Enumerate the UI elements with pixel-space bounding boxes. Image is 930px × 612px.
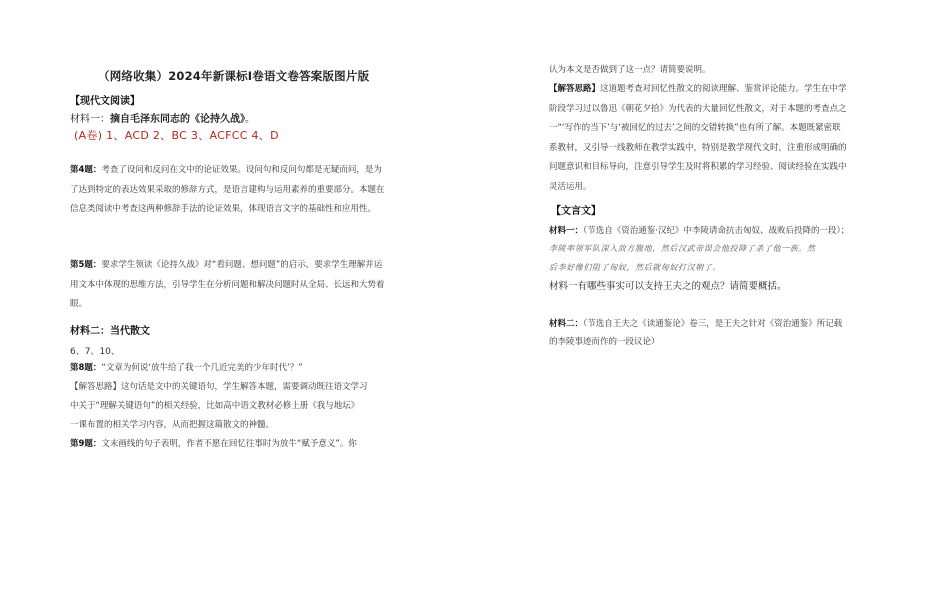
question-8-text: “文章为何说‘放牛给了我一个几近完美的少年时代’？”: [101, 363, 303, 373]
classical-material-1-label: 材料一：: [549, 226, 584, 236]
question-9-continued: 认为本文是否做到了这一点？请简要说明。: [549, 65, 711, 75]
answer-key-a: (A卷) 1、ACD 2、BC 3、ACFCC 4、D: [74, 129, 279, 142]
question-5-label: 第5题：: [70, 260, 102, 270]
questions-6-7-10: 6、7、10、: [70, 347, 120, 357]
classical-material-2: [549, 318, 842, 330]
section-heading-classical-chinese: 【文言文】: [551, 206, 601, 217]
section-heading-modern-reading: 【现代文阅读】: [70, 96, 140, 107]
question-4-note: [70, 161, 390, 220]
question-9-hint-text: 这道题考查对回忆性散文的阅读理解、鉴赏评论能力。学生在中学阶段学习过以鲁迅《朝花夕拾》为代表的大量回忆性散文，对于本题的考查点之一“‘写作的当下’与‘被回忆的过去’之间的交错转换”也有所了解。本题既紧密联系教材，又引导一线教师在教学实践中，特别是教学现代文时，注重形成明确的问题意识和目标导向，注意引导学生及时将积累的学习经验、阅读经验在实践中灵活运用。: [549, 84, 847, 192]
classical-material-1-text: （节选自《资治通鉴·汉纪》中李陵请命抗击匈奴、战败后投降的一段）；: [583, 226, 850, 236]
classical-question: 材料一有哪些事实可以支持王夫之的观点？请简要概括。: [549, 281, 787, 292]
section-heading-material-2: 材料二：当代散文: [70, 326, 150, 337]
question-9-hint: [549, 80, 849, 197]
question-9: [70, 438, 357, 450]
classical-material-1: [549, 225, 849, 237]
question-8-label: 第8题：: [70, 363, 102, 373]
question-4-label: 第4题：: [70, 165, 102, 175]
handwritten-note-line-1: 李陵率领军队深入敌方腹地，然后汉武帝误会他投降了杀了他一族。然: [549, 244, 816, 253]
material-1-source: 摘自毛泽东同志的《论持久战》: [110, 114, 245, 125]
question-8: [70, 362, 303, 374]
question-8-hint-line-2: 中关于“理解关键语句”的相关经验，比如高中语文教材必修上册《我与地坛》: [70, 401, 360, 411]
question-9-text: 文末画线的句子表明，作者不愿在回忆往事时为放牛“赋予意义”。你: [101, 439, 357, 449]
material-1-line: [70, 114, 255, 126]
question-5-text: 要求学生领读《论持久战》对“看问题、想问题”的启示，要求学生理解并运用文本中体现的思维方法，引导学生在分析问题和解决问题时从全局、长远和大势着眼。: [70, 260, 385, 309]
question-8-hint-line-3: 一课布置的相关学习内容，从而把握这篇散文的神髓。: [70, 420, 275, 430]
question-4-text: 考查了设问和反问在文中的论证效果。设问句和反问句都是无疑而问，是为了达到特定的表达效果采取的修辞方式，是语言建构与运用素养的重要部分。本题在信息类阅读中考查这两种修辞手法的论证效果，体现语言文字的基础性和应用性。: [70, 165, 385, 214]
material-1-label: 材料一：: [70, 114, 110, 125]
material-1-end: 。: [245, 114, 255, 125]
classical-material-2-label: 材料二：: [549, 319, 584, 329]
handwritten-note-line-2: 后李好像们阻了匈奴，然后就匈奴打汉朝了。: [549, 263, 721, 272]
question-9-hint-label: 【解答思路】: [549, 84, 601, 94]
document-title: （网络收集）2024年新课标Ⅰ卷语文卷答案版图片版: [98, 69, 370, 83]
classical-material-2-text: （节选自王夫之《读通鉴论》卷三，是王夫之针对《资治通鉴》所记载: [583, 319, 843, 329]
question-8-hint-line-1: 【解答思路】这句话是文中的关键语句，学生解答本题，需要调动既往语文学习: [70, 382, 368, 392]
classical-material-2-continued: 的李陵事迹而作的一段议论）: [549, 337, 660, 347]
question-5-note: [70, 256, 390, 315]
question-9-label: 第9题：: [70, 439, 102, 449]
